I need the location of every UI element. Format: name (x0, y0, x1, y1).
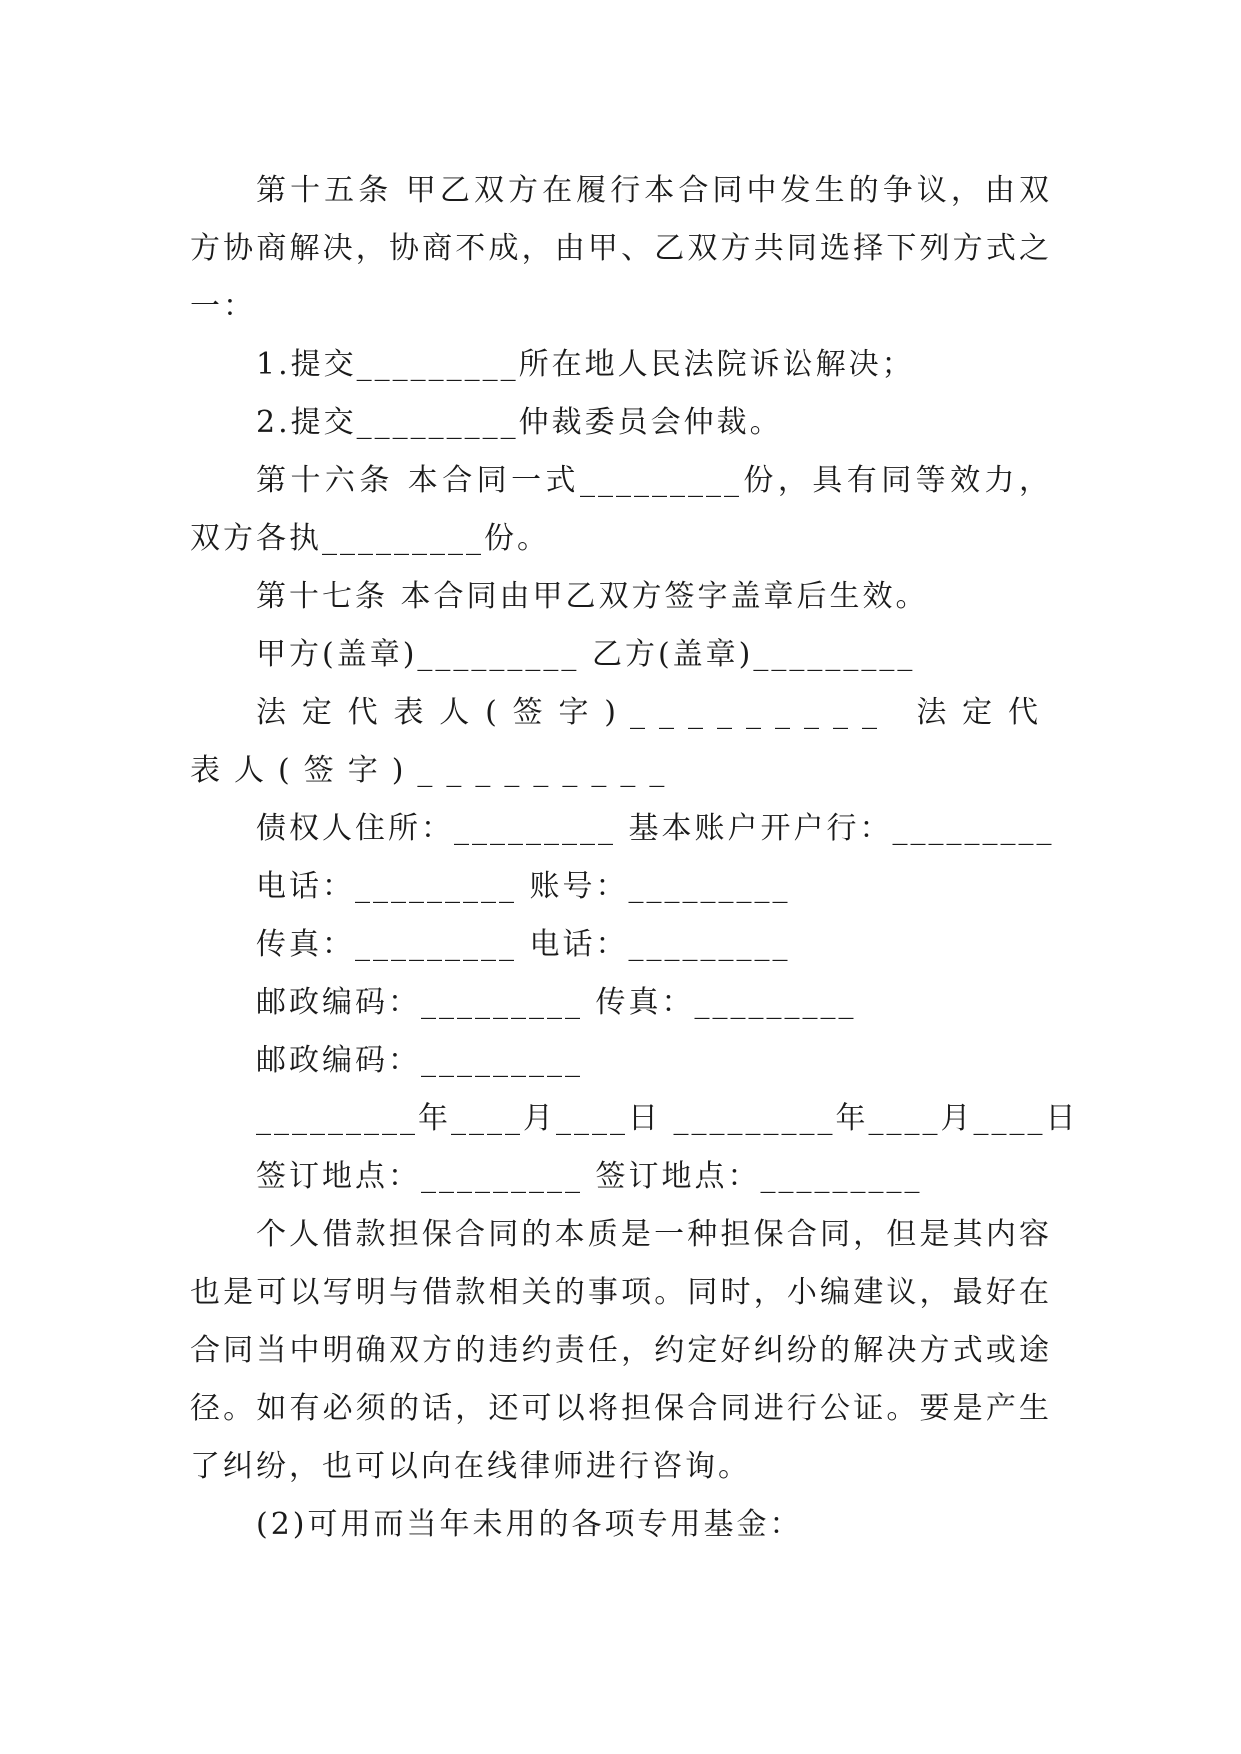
dispute-option-2: 2.提交_________仲裁委员会仲裁。 (256, 405, 783, 440)
article-16-paragraph: 第十六条 本合同一式_________份，具有同等效力，双方各执_________份。 (190, 463, 1052, 556)
special-fund-line: (2)可用而当年未用的各项专用基金： (256, 1507, 803, 1542)
fax-phone-line: 传真：_________ 电话：_________ (256, 927, 791, 962)
phone-account-line: 电话：_________ 账号：_________ (256, 869, 791, 904)
article-15-paragraph: 第十五条 甲乙双方在履行本合同中发生的争议，由双方协商解决，协商不成，由甲、乙双方共同选择下列方式之一： (190, 173, 1052, 324)
legal-representative-line: 法定代表人(签字)_________ 法定代表人(签字)_________ (190, 695, 1052, 788)
editor-note-paragraph: 个人借款担保合同的本质是一种担保合同，但是其内容也是可以写明与借款相关的事项。同时，小编建议，最好在合同当中明确双方的违约责任，约定好纠纷的解决方式或途径。如有必须的话，还可以将担保合同进行公证。要是产生了纠纷，也可以向在线律师进行咨询。 (190, 1217, 1052, 1484)
document-body (190, 162, 1079, 1554)
signing-place-line: 签订地点：_________ 签订地点：_________ (256, 1159, 923, 1194)
dispute-option-1: 1.提交_________所在地人民法院诉讼解决； (256, 347, 915, 382)
postal-code-line: 邮政编码：_________ (256, 1043, 583, 1078)
article-17-paragraph: 第十七条 本合同由甲乙双方签字盖章后生效。 (256, 579, 929, 614)
creditor-address-line: 债权人住所：_________ 基本账户开户行：_________ (256, 811, 1055, 846)
date-line: _________年____月____日 _________年____月____日 (256, 1101, 1079, 1136)
party-seal-line: 甲方(盖章)_________ 乙方(盖章)_________ (256, 637, 916, 672)
postal-fax-line: 邮政编码：_________ 传真：_________ (256, 985, 857, 1020)
